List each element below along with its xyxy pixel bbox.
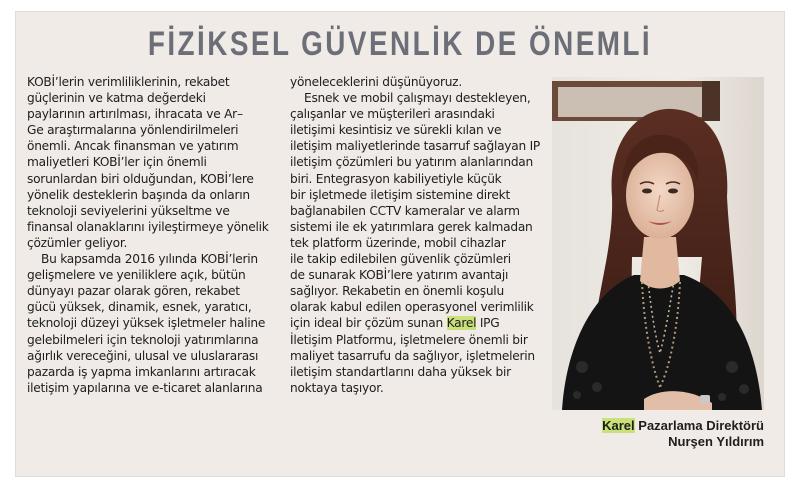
column-2-text: noktaya taşıyor.	[290, 380, 384, 395]
column-1-line: çözümler geliyor.	[27, 235, 128, 250]
article-headline: FİZİKSEL GÜVENLİK DE ÖNEMLİ	[147, 25, 653, 63]
column-2-line	[290, 187, 540, 203]
highlighted-brand: Karel	[446, 316, 477, 331]
column-1-line: yönelik desteklerin başında da onların	[27, 187, 250, 202]
column-2-line	[290, 348, 540, 364]
column-1-line: Ge araştırmalarına yönlendirilmeleri	[27, 123, 239, 138]
column-1-line: önemli. Ancak finansman ve yatırım	[27, 139, 239, 154]
caption-title	[552, 418, 764, 434]
column-2-line	[290, 122, 540, 138]
column-2-line	[290, 283, 540, 299]
column-2-line	[290, 171, 540, 187]
column-2-line	[290, 106, 540, 122]
column-2-text: iletişim maliyetlerinde tasarruf sağlayan IP	[290, 139, 541, 154]
column-2-text: bağlanabilen CCTV kameralar ve alarm	[290, 203, 520, 218]
column-2-line	[290, 364, 540, 380]
column-2-text: de sunarak KOBİ’lere yatırım avantajı	[290, 268, 509, 283]
column-1-line: maliyetleri KOBİ’ler için önemli	[27, 155, 207, 170]
photo-caption	[552, 418, 764, 450]
column-2-text: iletişim çözümleri bu yatırım alanlarından	[290, 155, 533, 170]
column-2-text: çalışanlar ve müşterileri arasındaki	[290, 107, 495, 122]
column-1-line: güçlerinin ve katma değerdeki	[27, 91, 206, 106]
column-2-line	[290, 267, 540, 283]
column-2-text: için ideal bir çözüm sunan	[290, 316, 447, 331]
column-2-text: Esnek ve mobil çalışmayı destekleyen,	[304, 91, 531, 106]
column-2-line	[290, 74, 540, 90]
column-2-line	[290, 154, 540, 170]
column-2-line	[290, 138, 540, 154]
caption-company: Karel	[602, 418, 635, 433]
column-2-text: iletişimi kesintisiz ve sürekli kılan ve	[290, 123, 502, 138]
caption-name: Nurşen Yıldırım	[668, 434, 764, 449]
column-1-line: dünyayı pazar olarak gören, rekabet	[27, 284, 240, 299]
column-2-text: olarak kabul edilen operasyonel verimlilik	[290, 300, 534, 315]
column-2-text: tek platform üzerinde, mobil cihazlar	[290, 235, 506, 250]
column-2-line	[290, 332, 540, 348]
column-2-text: ile takip edilebilen güvenlik çözümleri	[290, 252, 511, 267]
column-1-line: finansal olanaklarını iyileştirmeye yönelik	[27, 219, 269, 234]
column-2-text: maliyet tasarrufu da sağlıyor, işletmelerin	[290, 348, 535, 363]
column-2-text: İletişim Platformu, işletmelere önemli bir	[290, 332, 528, 347]
column-1-line: teknoloji düzeyi yüksek işletmeler haline	[27, 316, 266, 331]
column-2-line	[290, 219, 540, 235]
column-2-text: iletişim standartlarını daha yüksek bir	[290, 364, 511, 379]
column-2-line	[290, 235, 540, 251]
column-1-line: iletişim yapılarına ve e-ticaret alanlarına	[27, 380, 263, 395]
column-1-line: Bu kapsamda 2016 yılında KOBİ’lerin	[41, 252, 258, 267]
column-1-line: gücü yüksek, dinamik, esnek, yaratıcı,	[27, 300, 252, 315]
column-1-line: KOBİ’lerin verimliliklerinin, rekabet	[27, 75, 230, 89]
column-2-line	[290, 251, 540, 267]
column-1-line: pazarda iş yapma imkanlarını artıracak	[27, 364, 256, 379]
column-2-text: sağlıyor. Rekabetin en önemli koşulu	[290, 284, 504, 299]
column-2-text: sistemi ile ek yatırımlara gerek kalmadan	[290, 219, 533, 234]
newspaper-clipping	[15, 11, 785, 477]
column-1-line: ağırlık vereceğini, ulusal ve uluslararası	[27, 348, 259, 363]
column-2-text: yöneleceklerini düşünüyoruz.	[290, 75, 462, 89]
article-column-1	[27, 74, 277, 396]
column-2-line	[290, 90, 540, 106]
column-2-text: bir işletmede iletişim sistemine direkt	[290, 187, 510, 202]
column-2-line	[290, 315, 540, 331]
article-column-2	[290, 74, 540, 396]
caption-role: Pazarlama Direktörü	[634, 418, 764, 433]
column-2-line	[290, 299, 540, 315]
column-1-line: paylarının artırılması, ihracata ve Ar–	[27, 107, 243, 122]
portrait-photo	[552, 77, 764, 410]
column-1-line: teknoloji seviyelerini yükseltme ve	[27, 203, 230, 218]
column-1-line: gelebilmeleri için teknoloji yatırımlarına	[27, 332, 259, 347]
column-1-line: gelişmelere ve yeniliklere açık, bütün	[27, 268, 246, 283]
column-2-text: biri. Entegrasyon kabiliyetiyle küçük	[290, 171, 502, 186]
column-2-line	[290, 203, 540, 219]
column-1-line: sorunlardan biri olduğundan, KOBİ’lere	[27, 171, 254, 186]
column-2-text: IPG	[476, 316, 500, 331]
column-2-line	[290, 380, 540, 396]
